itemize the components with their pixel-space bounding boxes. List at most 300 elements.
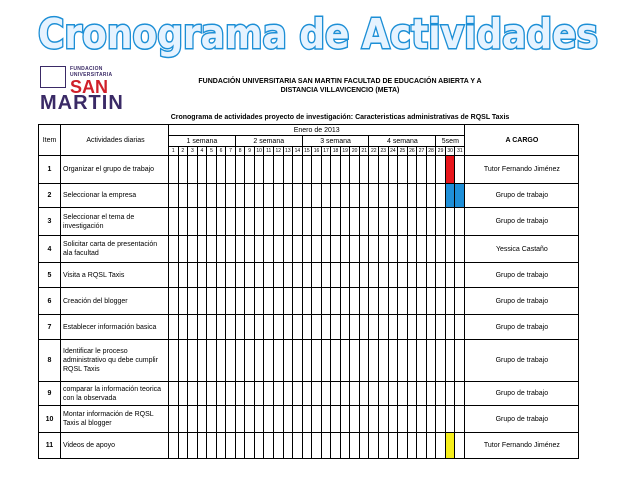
day-cell: [188, 288, 198, 315]
header-week-5: 5sem: [436, 136, 465, 147]
day-cell: [197, 236, 207, 263]
day-cell: [197, 156, 207, 184]
day-cell: [359, 263, 369, 288]
day-cell: [369, 382, 379, 406]
day-cell: [293, 340, 303, 382]
day-cell: [455, 315, 465, 340]
day-cell: [235, 406, 245, 433]
day-cell: [436, 340, 446, 382]
day-cell: [312, 340, 322, 382]
day-cell: [178, 433, 188, 459]
day-cell: [293, 263, 303, 288]
table-row: [39, 208, 579, 236]
day-cell: [207, 406, 217, 433]
row-item-number: 4: [39, 236, 61, 263]
day-cell: [350, 208, 360, 236]
day-cell: [312, 382, 322, 406]
day-cell: [417, 315, 427, 340]
day-cell: [283, 382, 293, 406]
day-cell: [436, 382, 446, 406]
day-cell: [178, 315, 188, 340]
table-row: [39, 433, 579, 459]
day-cell: [407, 315, 417, 340]
day-cell: [197, 406, 207, 433]
day-cell: [207, 340, 217, 382]
day-cell: [445, 406, 455, 433]
title-banner: [0, 0, 638, 62]
day-cell: [216, 433, 226, 459]
day-cell: [274, 406, 284, 433]
day-cell: [283, 184, 293, 208]
table-row: [39, 315, 579, 340]
day-cell: [321, 156, 331, 184]
day-cell: [188, 382, 198, 406]
day-cell: [331, 184, 341, 208]
day-cell: [455, 288, 465, 315]
day-cell: [283, 236, 293, 263]
day-cell: [350, 340, 360, 382]
row-item-number: 10: [39, 406, 61, 433]
row-activity: Visita a RQSL Taxis: [61, 263, 169, 288]
row-cargo: Grupo de trabajo: [465, 406, 579, 433]
day-cell: [340, 382, 350, 406]
header-day: 20: [351, 148, 358, 154]
day-cell: [264, 263, 274, 288]
day-cell: [331, 288, 341, 315]
row-cargo: Grupo de trabajo: [465, 315, 579, 340]
row-cargo: Grupo de trabajo: [465, 263, 579, 288]
header-day: 28: [428, 148, 434, 154]
day-cell: [350, 288, 360, 315]
table-row: [39, 263, 579, 288]
day-cell: [274, 263, 284, 288]
day-cell: [321, 382, 331, 406]
day-cell: [445, 184, 455, 208]
day-cell: [264, 236, 274, 263]
day-cell: [369, 184, 379, 208]
day-cell: [235, 382, 245, 406]
title-banner-graphic: [0, 0, 638, 62]
day-cell: [283, 406, 293, 433]
schedule-table: [38, 124, 579, 459]
day-cell: [398, 382, 408, 406]
header-day: 11: [264, 147, 274, 156]
row-activity: Organizar el grupo de trabajo: [61, 156, 169, 184]
day-cell: [302, 406, 312, 433]
day-cell: [169, 236, 179, 263]
schedule-subtitle: Cronograma de actividades proyecto de investigación: Caracteristicas administrativas de RQSL Taxis: [170, 114, 510, 121]
day-cell: [293, 406, 303, 433]
day-cell: [254, 340, 264, 382]
day-cell: [340, 406, 350, 433]
day-cell: [359, 406, 369, 433]
day-cell: [283, 263, 293, 288]
day-cell: [340, 263, 350, 288]
day-cell: [340, 236, 350, 263]
header-day: 2: [178, 147, 188, 156]
row-item-number: 8: [39, 340, 61, 382]
day-cell: [455, 184, 465, 208]
day-cell: [274, 184, 284, 208]
day-cell: [455, 156, 465, 184]
header-day: 9: [245, 147, 255, 156]
day-cell: [245, 263, 255, 288]
day-cell: [436, 236, 446, 263]
day-cell: [379, 382, 389, 406]
day-cell: [197, 263, 207, 288]
day-cell: [321, 184, 331, 208]
day-cell: [293, 208, 303, 236]
day-cell: [283, 433, 293, 459]
day-cell: [455, 236, 465, 263]
day-cell: [445, 315, 455, 340]
day-cell: [321, 406, 331, 433]
day-cell: [274, 382, 284, 406]
day-cell: [388, 433, 398, 459]
day-cell: [407, 406, 417, 433]
day-cell: [207, 263, 217, 288]
day-cell: [235, 263, 245, 288]
day-cell: [340, 433, 350, 459]
day-cell: [445, 382, 455, 406]
day-cell: [340, 208, 350, 236]
day-cell: [455, 406, 465, 433]
day-cell: [369, 263, 379, 288]
header-day: 15: [304, 148, 310, 154]
header-activity: Actividades diarias: [61, 125, 169, 156]
day-cell: [254, 288, 264, 315]
day-cell: [398, 208, 408, 236]
day-cell: [369, 340, 379, 382]
day-cell: [226, 406, 236, 433]
logo-emblem: [40, 66, 66, 88]
day-cell: [445, 263, 455, 288]
day-cell: [321, 288, 331, 315]
day-cell: [426, 184, 436, 208]
day-cell: [388, 208, 398, 236]
day-cell: [436, 433, 446, 459]
day-cell: [188, 433, 198, 459]
university-logo: [40, 64, 150, 112]
day-cell: [293, 184, 303, 208]
day-cell: [226, 382, 236, 406]
day-cell: [293, 288, 303, 315]
day-cell: [178, 236, 188, 263]
day-cell: [226, 288, 236, 315]
day-cell: [436, 184, 446, 208]
day-cell: [245, 406, 255, 433]
row-activity: comparar la información teorica con la observada: [61, 382, 169, 406]
row-activity: Montar información de RQSL Taxis al blogger: [61, 406, 169, 433]
day-cell: [226, 340, 236, 382]
day-cell: [302, 382, 312, 406]
day-cell: [407, 340, 417, 382]
header-item: Item: [39, 125, 61, 156]
day-cell: [283, 315, 293, 340]
header-day: 6: [216, 147, 226, 156]
page-title: Cronograma de Actividades: [38, 10, 598, 58]
day-cell: [417, 184, 427, 208]
day-cell: [207, 208, 217, 236]
day-cell: [178, 382, 188, 406]
day-cell: [379, 263, 389, 288]
day-cell: [359, 236, 369, 263]
day-cell: [331, 315, 341, 340]
day-cell: [321, 315, 331, 340]
day-cell: [426, 208, 436, 236]
day-cell: [340, 315, 350, 340]
day-cell: [216, 208, 226, 236]
day-cell: [407, 156, 417, 184]
day-cell: [264, 156, 274, 184]
day-cell: [369, 156, 379, 184]
day-cell: [169, 340, 179, 382]
day-cell: [188, 208, 198, 236]
day-cell: [226, 208, 236, 236]
institution-header: [170, 77, 510, 95]
day-cell: [359, 184, 369, 208]
day-cell: [169, 315, 179, 340]
day-cell: [302, 208, 312, 236]
day-cell: [388, 263, 398, 288]
day-cell: [426, 236, 436, 263]
day-cell: [407, 236, 417, 263]
day-cell: [235, 184, 245, 208]
day-cell: [207, 315, 217, 340]
day-cell: [455, 382, 465, 406]
day-cell: [188, 184, 198, 208]
day-cell: [359, 340, 369, 382]
day-cell: [274, 208, 284, 236]
table-row: [39, 156, 579, 184]
day-cell: [369, 315, 379, 340]
day-cell: [331, 156, 341, 184]
header-day: 13: [285, 148, 291, 154]
day-cell: [302, 236, 312, 263]
day-cell: [293, 156, 303, 184]
day-cell: [369, 236, 379, 263]
day-cell: [340, 156, 350, 184]
day-cell: [169, 263, 179, 288]
day-cell: [445, 340, 455, 382]
table-row: [39, 236, 579, 263]
day-cell: [379, 340, 389, 382]
day-cell: [254, 382, 264, 406]
header-day: 23: [380, 148, 387, 154]
day-cell: [264, 184, 274, 208]
day-cell: [379, 433, 389, 459]
day-cell: [359, 156, 369, 184]
day-cell: [350, 263, 360, 288]
day-cell: [398, 156, 408, 184]
day-cell: [197, 315, 207, 340]
day-cell: [331, 208, 341, 236]
day-cell: [283, 288, 293, 315]
day-cell: [445, 433, 455, 459]
day-cell: [350, 315, 360, 340]
row-activity: Identificar le proceso administrativo qu debe cumplir RQSL Taxis: [61, 340, 169, 382]
day-cell: [350, 406, 360, 433]
day-cell: [340, 184, 350, 208]
table-row: [39, 340, 579, 382]
day-cell: [312, 288, 322, 315]
day-cell: [283, 340, 293, 382]
day-cell: [207, 382, 217, 406]
header-day: 12: [275, 148, 282, 154]
row-item-number: 7: [39, 315, 61, 340]
day-cell: [274, 288, 284, 315]
day-cell: [359, 382, 369, 406]
day-cell: [169, 433, 179, 459]
day-cell: [340, 288, 350, 315]
day-cell: [407, 208, 417, 236]
day-cell: [264, 433, 274, 459]
day-cell: [178, 184, 188, 208]
day-cell: [293, 236, 303, 263]
day-cell: [216, 315, 226, 340]
day-cell: [216, 236, 226, 263]
day-cell: [235, 315, 245, 340]
day-cell: [417, 156, 427, 184]
table-row: [39, 382, 579, 406]
day-cell: [245, 288, 255, 315]
day-cell: [293, 315, 303, 340]
day-cell: [197, 433, 207, 459]
header-day: 18: [332, 148, 339, 154]
day-cell: [178, 340, 188, 382]
day-cell: [235, 340, 245, 382]
header-day: 8: [235, 147, 245, 156]
day-cell: [188, 236, 198, 263]
header-day: 4: [197, 147, 207, 156]
day-cell: [398, 236, 408, 263]
day-cell: [178, 263, 188, 288]
day-cell: [417, 382, 427, 406]
day-cell: [312, 156, 322, 184]
day-cell: [321, 236, 331, 263]
row-cargo: Tutor Fernando Jiménez: [465, 156, 579, 184]
day-cell: [407, 263, 417, 288]
day-cell: [169, 208, 179, 236]
day-cell: [398, 315, 408, 340]
row-item-number: 11: [39, 433, 61, 459]
institution-line2: DISTANCIA VILLAVICENCIO (META): [280, 87, 400, 94]
header-week-4: 4 semana: [369, 136, 436, 147]
day-cell: [169, 156, 179, 184]
row-item-number: 9: [39, 382, 61, 406]
day-cell: [197, 208, 207, 236]
header-day: 29: [437, 148, 444, 154]
day-cell: [188, 263, 198, 288]
day-cell: [254, 236, 264, 263]
day-cell: [264, 208, 274, 236]
day-cell: [417, 433, 427, 459]
day-cell: [369, 288, 379, 315]
day-cell: [398, 288, 408, 315]
table-row: [39, 406, 579, 433]
day-cell: [188, 406, 198, 433]
day-cell: [302, 156, 312, 184]
day-cell: [274, 315, 284, 340]
day-cell: [388, 236, 398, 263]
day-cell: [245, 236, 255, 263]
day-cell: [331, 406, 341, 433]
day-cell: [226, 315, 236, 340]
day-cell: [388, 156, 398, 184]
day-cell: [436, 208, 446, 236]
day-cell: [254, 263, 264, 288]
day-cell: [312, 236, 322, 263]
day-cell: [417, 340, 427, 382]
day-cell: [436, 156, 446, 184]
day-cell: [274, 340, 284, 382]
day-cell: [350, 433, 360, 459]
header-day: 25: [399, 148, 406, 154]
table-row: [39, 184, 579, 208]
header-day: 19: [342, 148, 348, 154]
day-cell: [169, 184, 179, 208]
day-cell: [388, 184, 398, 208]
row-cargo: Grupo de trabajo: [465, 288, 579, 315]
day-cell: [312, 433, 322, 459]
day-cell: [235, 236, 245, 263]
day-cell: [245, 340, 255, 382]
day-cell: [340, 340, 350, 382]
day-cell: [245, 382, 255, 406]
day-cell: [245, 156, 255, 184]
day-cell: [359, 315, 369, 340]
day-cell: [321, 208, 331, 236]
header-cargo: A CARGO: [465, 125, 579, 156]
day-cell: [302, 184, 312, 208]
row-cargo: Grupo de trabajo: [465, 184, 579, 208]
day-cell: [379, 315, 389, 340]
logo-line2: UNIVERSITARIA: [70, 72, 113, 78]
day-cell: [455, 263, 465, 288]
day-cell: [235, 208, 245, 236]
header-day: 17: [323, 148, 329, 154]
day-cell: [436, 263, 446, 288]
day-cell: [188, 340, 198, 382]
day-cell: [445, 156, 455, 184]
day-cell: [379, 156, 389, 184]
day-cell: [283, 208, 293, 236]
day-cell: [188, 156, 198, 184]
day-cell: [426, 156, 436, 184]
day-cell: [197, 288, 207, 315]
day-cell: [178, 208, 188, 236]
day-cell: [226, 263, 236, 288]
day-cell: [445, 208, 455, 236]
header-day: 24: [390, 148, 396, 154]
day-cell: [254, 184, 264, 208]
day-cell: [359, 208, 369, 236]
day-cell: [169, 406, 179, 433]
day-cell: [426, 433, 436, 459]
day-cell: [207, 433, 217, 459]
day-cell: [302, 433, 312, 459]
day-cell: [302, 340, 312, 382]
logo-san: SAN: [70, 77, 109, 97]
day-cell: [207, 184, 217, 208]
day-cell: [379, 184, 389, 208]
row-activity: Establecer información basica: [61, 315, 169, 340]
day-cell: [379, 406, 389, 433]
day-cell: [350, 184, 360, 208]
header-week-3: 3 semana: [302, 136, 369, 147]
row-cargo: Grupo de trabajo: [465, 208, 579, 236]
header-day: 7: [226, 147, 236, 156]
